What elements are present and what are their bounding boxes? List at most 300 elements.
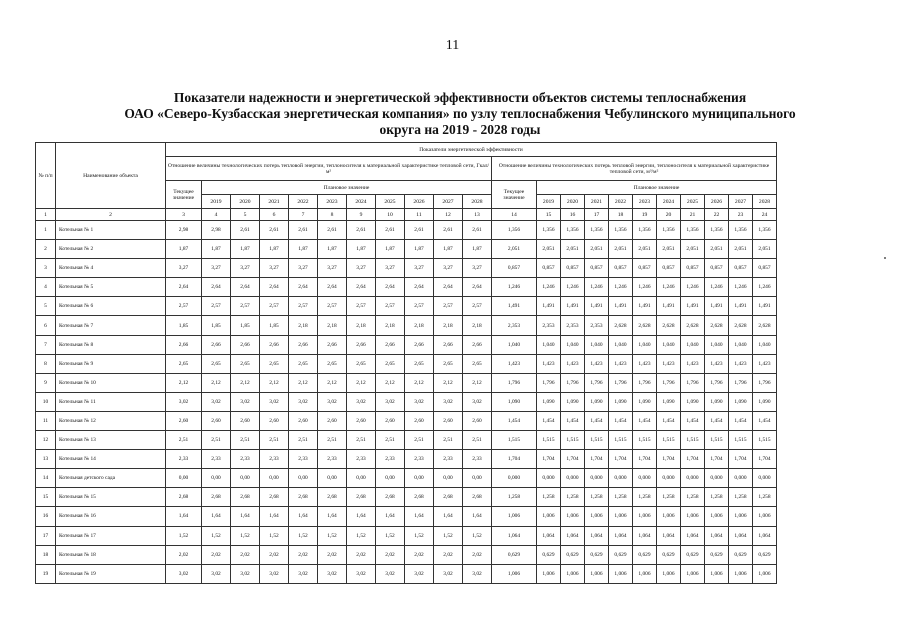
plan-value-heat: 2,60 [376, 411, 405, 430]
object-name: Котельная № 16 [56, 507, 166, 526]
plan-value-heat: 2,33 [260, 450, 289, 469]
plan-value-coolant: 1,491 [585, 297, 609, 316]
plan-value-coolant: 1,040 [537, 335, 561, 354]
row-number: 3 [36, 259, 56, 278]
plan-value-heat: 2,66 [318, 335, 347, 354]
plan-value-coolant: 1,006 [657, 507, 681, 526]
plan-value-heat: 1,64 [260, 507, 289, 526]
plan-value-heat: 2,12 [318, 373, 347, 392]
plan-value-coolant: 1,258 [681, 488, 705, 507]
object-name: Котельная № 17 [56, 526, 166, 545]
plan-value-heat: 1,87 [289, 240, 318, 259]
table-row [36, 526, 777, 545]
current-value-heat: 2,64 [166, 278, 202, 297]
plan-value-coolant: 0,857 [585, 259, 609, 278]
plan-value-heat: 1,64 [434, 507, 463, 526]
row-number: 18 [36, 545, 56, 564]
plan-value-heat: 2,33 [318, 450, 347, 469]
plan-value-coolant: 1,006 [561, 507, 585, 526]
plan-value-coolant: 1,040 [729, 335, 753, 354]
plan-value-coolant: 1,515 [633, 431, 657, 450]
plan-value-heat: 1,52 [231, 526, 260, 545]
column-number: 11 [405, 209, 434, 221]
plan-value-coolant: 0,629 [633, 545, 657, 564]
plan-value-heat: 2,02 [318, 545, 347, 564]
current-value-heat: 2,33 [166, 450, 202, 469]
plan-value-coolant: 1,796 [561, 373, 585, 392]
plan-value-heat: 2,66 [289, 335, 318, 354]
row-number: 8 [36, 354, 56, 373]
plan-value-heat: 2,57 [463, 297, 492, 316]
plan-value-heat: 1,64 [231, 507, 260, 526]
plan-value-heat: 2,68 [405, 488, 434, 507]
plan-value-heat: 3,02 [231, 392, 260, 411]
object-name: Котельная № 11 [56, 392, 166, 411]
title-line-1: Показатели надежности и энергетической эффективности объектов системы теплоснабжения [173, 90, 747, 105]
plan-value-coolant: 2,628 [657, 316, 681, 335]
plan-value-coolant: 1,258 [609, 488, 633, 507]
plan-value-coolant: 1,064 [585, 526, 609, 545]
plan-value-heat: 3,02 [434, 564, 463, 583]
plan-value-heat: 2,60 [434, 411, 463, 430]
plan-value-heat: 2,65 [260, 354, 289, 373]
plan-value-heat: 2,51 [289, 431, 318, 450]
plan-value-heat: 3,02 [376, 564, 405, 583]
plan-value-coolant: 1,491 [633, 297, 657, 316]
plan-value-heat: 3,02 [434, 392, 463, 411]
plan-value-heat: 2,64 [347, 278, 376, 297]
table-row [36, 335, 777, 354]
plan-value-coolant: 2,051 [633, 240, 657, 259]
plan-value-heat: 3,02 [463, 564, 492, 583]
plan-value-heat: 1,52 [260, 526, 289, 545]
column-number: 15 [537, 209, 561, 221]
row-number: 11 [36, 411, 56, 430]
plan-value-coolant: 1,006 [537, 564, 561, 583]
plan-value-heat: 2,51 [376, 431, 405, 450]
column-number: 24 [753, 209, 777, 221]
plan-value-heat: 2,64 [318, 278, 347, 297]
plan-value-coolant: 0,857 [561, 259, 585, 278]
plan-value-heat: 2,18 [376, 316, 405, 335]
plan-value-heat: 1,64 [202, 507, 231, 526]
plan-value-coolant: 2,353 [561, 316, 585, 335]
year-header-a-2022: 2022 [289, 195, 318, 209]
plan-value-coolant: 1,796 [609, 373, 633, 392]
year-header-b-2021: 2021 [585, 195, 609, 209]
plan-value-coolant: 2,628 [753, 316, 777, 335]
current-value-coolant: 1,704 [492, 450, 537, 469]
plan-value-coolant: 1,064 [753, 526, 777, 545]
plan-value-heat: 3,02 [405, 392, 434, 411]
plan-value-coolant: 1,423 [561, 354, 585, 373]
year-header-b-2019: 2019 [537, 195, 561, 209]
plan-value-coolant: 1,704 [729, 450, 753, 469]
plan-value-heat: 2,61 [434, 221, 463, 240]
plan-value-coolant: 1,356 [633, 221, 657, 240]
plan-value-coolant: 1,006 [705, 507, 729, 526]
plan-value-heat: 0,00 [405, 469, 434, 488]
plan-value-heat: 3,27 [318, 259, 347, 278]
plan-value-coolant: 0,857 [729, 259, 753, 278]
plan-value-coolant: 1,090 [681, 392, 705, 411]
plan-value-coolant: 1,491 [681, 297, 705, 316]
table-row [36, 297, 777, 316]
table-row [36, 392, 777, 411]
plan-value-coolant: 0,000 [633, 469, 657, 488]
plan-value-coolant: 0,000 [657, 469, 681, 488]
plan-value-coolant: 1,704 [585, 450, 609, 469]
plan-value-coolant: 1,246 [753, 278, 777, 297]
object-name: Котельная № 12 [56, 411, 166, 430]
year-header-b-2025: 2025 [681, 195, 705, 209]
row-number: 13 [36, 450, 56, 469]
plan-value-heat: 2,61 [318, 221, 347, 240]
current-value-heat: 3,02 [166, 564, 202, 583]
plan-value-coolant: 2,051 [657, 240, 681, 259]
plan-value-heat: 2,02 [231, 545, 260, 564]
object-name: Котельная № 19 [56, 564, 166, 583]
table-row [36, 431, 777, 450]
plan-value-coolant: 0,000 [681, 469, 705, 488]
plan-value-coolant: 1,040 [705, 335, 729, 354]
plan-value-coolant: 1,006 [681, 507, 705, 526]
plan-value-coolant: 1,090 [537, 392, 561, 411]
plan-value-coolant: 1,006 [633, 564, 657, 583]
plan-value-coolant: 1,064 [537, 526, 561, 545]
plan-value-coolant: 1,258 [537, 488, 561, 507]
year-header-a-2026: 2026 [405, 195, 434, 209]
plan-value-heat: 2,33 [202, 450, 231, 469]
plan-value-coolant: 1,704 [657, 450, 681, 469]
plan-value-coolant: 2,628 [633, 316, 657, 335]
plan-value-heat: 2,61 [463, 221, 492, 240]
plan-value-coolant: 0,000 [537, 469, 561, 488]
current-value-heat: 2,02 [166, 545, 202, 564]
plan-value-heat: 2,64 [376, 278, 405, 297]
plan-value-heat: 1,64 [405, 507, 434, 526]
plan-value-heat: 2,18 [318, 316, 347, 335]
plan-value-coolant: 1,704 [537, 450, 561, 469]
plan-value-coolant: 1,491 [753, 297, 777, 316]
plan-value-heat: 2,66 [463, 335, 492, 354]
plan-value-heat: 2,02 [376, 545, 405, 564]
current-value-coolant: 1,454 [492, 411, 537, 430]
column-number: 12 [434, 209, 463, 221]
table-row [36, 488, 777, 507]
plan-value-coolant: 1,246 [537, 278, 561, 297]
column-number: 14 [492, 209, 537, 221]
column-number: 2 [56, 209, 166, 221]
plan-value-coolant: 1,704 [753, 450, 777, 469]
plan-value-heat: 0,00 [376, 469, 405, 488]
row-number: 12 [36, 431, 56, 450]
plan-value-heat: 3,02 [318, 392, 347, 411]
plan-value-heat: 0,00 [434, 469, 463, 488]
year-header-b-2020: 2020 [561, 195, 585, 209]
plan-value-heat: 2,02 [463, 545, 492, 564]
plan-value-heat: 2,18 [405, 316, 434, 335]
plan-value-heat: 2,33 [405, 450, 434, 469]
plan-value-heat: 2,51 [347, 431, 376, 450]
plan-value-heat: 2,61 [376, 221, 405, 240]
plan-value-heat: 2,51 [405, 431, 434, 450]
plan-value-coolant: 1,356 [657, 221, 681, 240]
scan-speck [884, 257, 886, 259]
year-header-b-2026: 2026 [705, 195, 729, 209]
plan-value-heat: 2,02 [347, 545, 376, 564]
plan-value-heat: 2,60 [289, 411, 318, 430]
plan-value-coolant: 1,090 [585, 392, 609, 411]
plan-value-heat: 1,87 [260, 240, 289, 259]
current-value-coolant: 0,857 [492, 259, 537, 278]
plan-value-coolant: 1,246 [705, 278, 729, 297]
year-header-b-2028: 2028 [753, 195, 777, 209]
column-number: 7 [289, 209, 318, 221]
plan-value-heat: 1,64 [318, 507, 347, 526]
year-header-a-2024: 2024 [347, 195, 376, 209]
plan-value-heat: 1,64 [347, 507, 376, 526]
plan-value-coolant: 0,000 [729, 469, 753, 488]
plan-value-heat: 3,27 [463, 259, 492, 278]
plan-value-coolant: 1,423 [537, 354, 561, 373]
plan-value-coolant: 1,704 [561, 450, 585, 469]
plan-value-heat: 2,57 [376, 297, 405, 316]
plan-value-coolant: 1,796 [705, 373, 729, 392]
current-value-heat: 1,64 [166, 507, 202, 526]
column-number: 23 [729, 209, 753, 221]
plan-value-coolant: 1,090 [561, 392, 585, 411]
plan-value-coolant: 1,454 [705, 411, 729, 430]
plan-value-heat: 3,27 [405, 259, 434, 278]
plan-value-coolant: 1,356 [753, 221, 777, 240]
plan-value-heat: 2,98 [202, 221, 231, 240]
current-value-heat: 2,68 [166, 488, 202, 507]
row-number: 1 [36, 221, 56, 240]
plan-value-coolant: 1,796 [633, 373, 657, 392]
column-number: 16 [561, 209, 585, 221]
plan-value-coolant: 1,704 [609, 450, 633, 469]
plan-value-coolant: 1,006 [585, 507, 609, 526]
column-number: 3 [166, 209, 202, 221]
plan-value-heat: 2,61 [289, 221, 318, 240]
plan-value-coolant: 1,796 [657, 373, 681, 392]
row-number: 19 [36, 564, 56, 583]
plan-value-coolant: 1,515 [705, 431, 729, 450]
plan-value-heat: 2,65 [289, 354, 318, 373]
plan-value-heat: 0,00 [347, 469, 376, 488]
table-row [36, 411, 777, 430]
plan-value-coolant: 1,258 [585, 488, 609, 507]
plan-value-heat: 3,27 [231, 259, 260, 278]
table-row [36, 373, 777, 392]
plan-value-heat: 2,64 [463, 278, 492, 297]
plan-value-coolant: 1,423 [609, 354, 633, 373]
plan-value-heat: 1,64 [376, 507, 405, 526]
year-header-a-2023: 2023 [318, 195, 347, 209]
current-value-heat: 1,87 [166, 240, 202, 259]
plan-value-coolant: 1,796 [585, 373, 609, 392]
plan-value-coolant: 1,064 [561, 526, 585, 545]
plan-value-heat: 3,27 [347, 259, 376, 278]
current-value-heat: 2,51 [166, 431, 202, 450]
plan-value-coolant: 1,258 [561, 488, 585, 507]
plan-value-heat: 2,68 [202, 488, 231, 507]
plan-value-heat: 1,87 [347, 240, 376, 259]
plan-value-heat: 2,68 [318, 488, 347, 507]
plan-value-coolant: 1,356 [681, 221, 705, 240]
plan-value-heat: 2,33 [434, 450, 463, 469]
plan-value-coolant: 1,064 [705, 526, 729, 545]
plan-value-heat: 2,65 [376, 354, 405, 373]
current-value-heat: 1,52 [166, 526, 202, 545]
plan-value-heat: 1,87 [202, 240, 231, 259]
plan-value-heat: 3,27 [289, 259, 318, 278]
year-header-a-2021: 2021 [260, 195, 289, 209]
plan-value-coolant: 1,423 [657, 354, 681, 373]
plan-value-coolant: 1,064 [633, 526, 657, 545]
table-row [36, 354, 777, 373]
plan-value-heat: 2,57 [318, 297, 347, 316]
plan-value-heat: 2,68 [289, 488, 318, 507]
plan-value-coolant: 1,006 [681, 564, 705, 583]
plan-value-coolant: 1,454 [753, 411, 777, 430]
plan-value-coolant: 2,051 [705, 240, 729, 259]
column-number: 22 [705, 209, 729, 221]
plan-value-coolant: 0,857 [537, 259, 561, 278]
column-number: 19 [633, 209, 657, 221]
current-value-coolant: 0,629 [492, 545, 537, 564]
plan-value-heat: 2,65 [202, 354, 231, 373]
plan-value-coolant: 0,629 [657, 545, 681, 564]
plan-value-heat: 2,60 [202, 411, 231, 430]
plan-value-coolant: 1,246 [729, 278, 753, 297]
table-row [36, 469, 777, 488]
plan-value-heat: 2,65 [318, 354, 347, 373]
plan-value-heat: 2,64 [202, 278, 231, 297]
plan-value-heat: 2,57 [260, 297, 289, 316]
plan-value-heat: 2,68 [347, 488, 376, 507]
object-name: Котельная № 8 [56, 335, 166, 354]
plan-value-coolant: 1,040 [633, 335, 657, 354]
plan-value-coolant: 1,491 [705, 297, 729, 316]
column-number: 5 [231, 209, 260, 221]
current-value-coolant: 0,000 [492, 469, 537, 488]
plan-value-coolant: 1,796 [681, 373, 705, 392]
plan-value-coolant: 0,629 [681, 545, 705, 564]
plan-value-heat: 2,60 [260, 411, 289, 430]
column-number: 8 [318, 209, 347, 221]
plan-value-coolant: 1,006 [753, 564, 777, 583]
table-row [36, 507, 777, 526]
current-value-coolant: 1,796 [492, 373, 537, 392]
plan-value-coolant: 1,454 [585, 411, 609, 430]
plan-value-heat: 1,52 [347, 526, 376, 545]
year-header-a-2019: 2019 [202, 195, 231, 209]
plan-value-heat: 2,12 [463, 373, 492, 392]
plan-value-heat: 2,64 [231, 278, 260, 297]
column-number: 9 [347, 209, 376, 221]
plan-value-coolant: 2,353 [537, 316, 561, 335]
efficiency-table [35, 142, 777, 584]
plan-value-heat: 3,02 [260, 392, 289, 411]
plan-value-heat: 2,60 [347, 411, 376, 430]
plan-value-coolant: 1,040 [753, 335, 777, 354]
plan-value-heat: 2,66 [231, 335, 260, 354]
plan-value-coolant: 1,006 [585, 564, 609, 583]
plan-value-heat: 1,52 [289, 526, 318, 545]
header-group: Показатели энергетической эффективности [166, 143, 777, 157]
plan-value-coolant: 1,006 [609, 564, 633, 583]
plan-value-heat: 3,27 [434, 259, 463, 278]
row-number: 5 [36, 297, 56, 316]
header-group-b: Отношение величины технологических потерь тепловой энергии, теплоносителя к материальной характеристике тепловой сети, м³/м² [492, 157, 777, 181]
plan-value-heat: 1,64 [289, 507, 318, 526]
plan-value-coolant: 1,423 [705, 354, 729, 373]
plan-value-heat: 1,85 [260, 316, 289, 335]
plan-value-heat: 1,64 [463, 507, 492, 526]
table-row [36, 545, 777, 564]
current-value-coolant: 1,423 [492, 354, 537, 373]
plan-value-coolant: 2,051 [561, 240, 585, 259]
plan-value-heat: 1,87 [405, 240, 434, 259]
current-value-coolant: 1,090 [492, 392, 537, 411]
current-value-heat: 2,60 [166, 411, 202, 430]
object-name: Котельная детского сада [56, 469, 166, 488]
plan-value-coolant: 1,423 [753, 354, 777, 373]
plan-value-heat: 2,66 [347, 335, 376, 354]
current-value-coolant: 2,353 [492, 316, 537, 335]
plan-value-coolant: 1,515 [729, 431, 753, 450]
plan-value-coolant: 1,454 [729, 411, 753, 430]
plan-value-coolant: 1,356 [729, 221, 753, 240]
plan-value-heat: 2,51 [434, 431, 463, 450]
object-name: Котельная № 15 [56, 488, 166, 507]
plan-value-heat: 3,02 [318, 564, 347, 583]
plan-value-coolant: 1,090 [609, 392, 633, 411]
object-name: Котельная № 5 [56, 278, 166, 297]
plan-value-heat: 1,87 [463, 240, 492, 259]
plan-value-heat: 3,27 [376, 259, 405, 278]
plan-value-coolant: 0,000 [753, 469, 777, 488]
header-name: Наименование объекта [56, 143, 166, 209]
current-value-heat: 3,02 [166, 392, 202, 411]
plan-value-coolant: 0,857 [753, 259, 777, 278]
plan-value-coolant: 0,000 [561, 469, 585, 488]
current-value-coolant: 1,064 [492, 526, 537, 545]
title-line-3: округа на 2019 - 2028 годы [379, 122, 541, 137]
plan-value-heat: 2,57 [405, 297, 434, 316]
plan-value-heat: 2,68 [376, 488, 405, 507]
plan-value-coolant: 0,629 [585, 545, 609, 564]
plan-value-heat: 1,87 [318, 240, 347, 259]
plan-value-heat: 1,52 [202, 526, 231, 545]
plan-value-heat: 1,52 [376, 526, 405, 545]
current-value-coolant: 1,491 [492, 297, 537, 316]
row-number: 6 [36, 316, 56, 335]
plan-value-coolant: 2,051 [609, 240, 633, 259]
object-name: Котельная № 9 [56, 354, 166, 373]
plan-value-coolant: 1,704 [633, 450, 657, 469]
plan-value-coolant: 1,796 [753, 373, 777, 392]
plan-value-coolant: 2,051 [537, 240, 561, 259]
plan-value-coolant: 1,040 [585, 335, 609, 354]
table-row [36, 278, 777, 297]
current-value-heat: 0,00 [166, 469, 202, 488]
current-value-heat: 2,57 [166, 297, 202, 316]
header-current-b: Текущее значение [492, 181, 537, 209]
plan-value-heat: 2,60 [318, 411, 347, 430]
